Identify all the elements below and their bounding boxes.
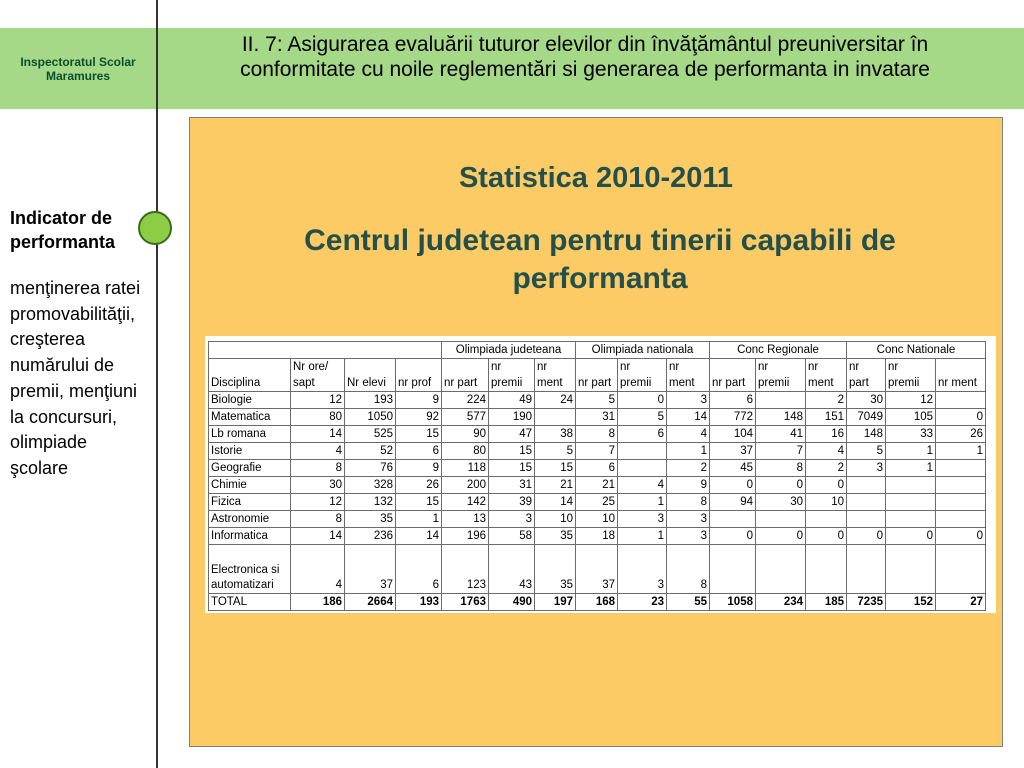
vertical-divider <box>156 0 158 768</box>
value-cell: 76 <box>345 460 396 477</box>
value-cell <box>936 392 986 409</box>
value-cell: 15 <box>489 443 535 460</box>
value-cell: 10 <box>806 494 847 511</box>
value-cell: 30 <box>847 392 886 409</box>
value-cell: 6 <box>618 426 667 443</box>
value-cell: 1 <box>396 511 442 528</box>
value-cell: 43 <box>489 545 535 594</box>
column-header-cell <box>291 359 345 392</box>
value-cell: 0 <box>847 528 886 545</box>
value-cell: 3 <box>667 392 710 409</box>
column-header-cell <box>667 359 710 392</box>
value-cell: 4 <box>291 545 345 594</box>
column-header-cell <box>535 359 576 392</box>
value-cell: 37 <box>710 443 756 460</box>
organization-name: Inspectoratul Scolar Maramures <box>20 54 136 83</box>
value-cell <box>886 511 936 528</box>
value-cell: 1 <box>667 443 710 460</box>
value-cell <box>936 460 986 477</box>
value-cell: 14 <box>291 528 345 545</box>
value-cell <box>710 511 756 528</box>
indicator-heading: Indicator de performanta <box>10 208 116 252</box>
green-circle-bullet-icon <box>138 211 172 245</box>
total-label-cell: TOTAL <box>209 594 291 611</box>
value-cell: 80 <box>442 443 489 460</box>
value-cell: 1 <box>886 443 936 460</box>
column-header-cell <box>396 359 442 392</box>
value-cell: 1 <box>618 494 667 511</box>
value-cell: 49 <box>489 392 535 409</box>
column-header-label-line1: Nr ore/ <box>293 361 329 373</box>
value-cell: 5 <box>535 443 576 460</box>
value-cell: 0 <box>618 392 667 409</box>
value-cell: 0 <box>936 409 986 426</box>
value-cell: 0 <box>710 477 756 494</box>
discipline-cell: Fizica <box>209 494 291 511</box>
column-header-cell <box>345 359 396 392</box>
column-header-cell <box>756 359 806 392</box>
value-cell: 8 <box>291 460 345 477</box>
value-cell: 0 <box>806 528 847 545</box>
indicator-description: menţinerea ratei promovabilităţii, creşterea numărului de premii, menţiuni la concursuri, olimpiade şcolare <box>10 278 141 478</box>
group-header-cell: Olimpiada judeteana <box>442 342 576 359</box>
value-cell: 35 <box>535 545 576 594</box>
value-cell: 8 <box>667 545 710 594</box>
value-cell: 236 <box>345 528 396 545</box>
value-cell <box>806 511 847 528</box>
value-cell: 41 <box>756 426 806 443</box>
value-cell: 3 <box>489 511 535 528</box>
total-value-cell: 185 <box>806 594 847 611</box>
value-cell: 118 <box>442 460 489 477</box>
column-header-label-line2: premii <box>888 377 920 389</box>
value-cell: 25 <box>576 494 618 511</box>
total-value-cell: 193 <box>396 594 442 611</box>
value-cell: 31 <box>576 409 618 426</box>
column-header-cell <box>618 359 667 392</box>
total-value-cell: 490 <box>489 594 535 611</box>
value-cell: 4 <box>618 477 667 494</box>
centre-title: Centrul judetean pentru tinerii capabili de performanta <box>304 224 896 295</box>
table-row <box>209 443 986 460</box>
value-cell: 6 <box>576 460 618 477</box>
value-cell <box>847 545 886 594</box>
value-cell: 18 <box>576 528 618 545</box>
value-cell: 8 <box>291 511 345 528</box>
table-row <box>209 545 986 594</box>
value-cell: 92 <box>396 409 442 426</box>
value-cell: 21 <box>576 477 618 494</box>
discipline-cell: Geografie <box>209 460 291 477</box>
value-cell: 6 <box>396 545 442 594</box>
column-header-cell <box>489 359 535 392</box>
value-cell: 12 <box>886 392 936 409</box>
column-header-cell <box>710 359 756 392</box>
value-cell <box>886 545 936 594</box>
value-cell <box>847 477 886 494</box>
value-cell: 3 <box>667 528 710 545</box>
value-cell: 24 <box>535 392 576 409</box>
value-cell: 104 <box>710 426 756 443</box>
column-header-label-line2: premii <box>620 377 652 389</box>
value-cell: 4 <box>667 426 710 443</box>
column-header-label: Nr elevi <box>347 377 386 389</box>
column-header-label-line1: nr <box>808 361 819 373</box>
column-header-label-line2: sapt <box>293 377 315 389</box>
value-cell: 1 <box>886 460 936 477</box>
value-cell <box>847 494 886 511</box>
column-header-label-line2: part <box>849 377 869 389</box>
column-header-cell <box>936 359 986 392</box>
value-cell: 196 <box>442 528 489 545</box>
value-cell: 2 <box>806 392 847 409</box>
column-header-label-line1: nr <box>849 361 860 373</box>
value-cell: 8 <box>576 426 618 443</box>
table-row <box>209 460 986 477</box>
total-value-cell: 186 <box>291 594 345 611</box>
column-header-label-line2: ment <box>669 377 695 389</box>
column-header-label-line1: nr <box>491 361 502 373</box>
value-cell: 3 <box>667 511 710 528</box>
value-cell <box>936 477 986 494</box>
value-cell: 200 <box>442 477 489 494</box>
value-cell: 26 <box>936 426 986 443</box>
table-row <box>209 392 986 409</box>
value-cell: 1 <box>618 528 667 545</box>
value-cell: 105 <box>886 409 936 426</box>
group-header-row <box>209 342 986 359</box>
value-cell: 15 <box>489 460 535 477</box>
column-header-cell <box>806 359 847 392</box>
value-cell: 148 <box>847 426 886 443</box>
value-cell: 224 <box>442 392 489 409</box>
group-header-cell: Conc Nationale <box>847 342 986 359</box>
value-cell: 772 <box>710 409 756 426</box>
value-cell: 21 <box>535 477 576 494</box>
column-header-cell <box>442 359 489 392</box>
value-cell: 15 <box>396 494 442 511</box>
total-value-cell: 1763 <box>442 594 489 611</box>
value-cell: 14 <box>396 528 442 545</box>
value-cell: 94 <box>710 494 756 511</box>
value-cell: 10 <box>535 511 576 528</box>
table-row <box>209 477 986 494</box>
table-row <box>209 528 986 545</box>
value-cell <box>756 545 806 594</box>
value-cell: 123 <box>442 545 489 594</box>
value-cell: 37 <box>345 545 396 594</box>
value-cell: 0 <box>756 477 806 494</box>
total-value-cell: 27 <box>936 594 986 611</box>
group-header-cell: Olimpiada nationala <box>576 342 710 359</box>
total-value-cell: 197 <box>535 594 576 611</box>
column-header-label-line1: nr <box>888 361 899 373</box>
value-cell: 0 <box>710 528 756 545</box>
value-cell: 10 <box>576 511 618 528</box>
value-cell: 0 <box>806 477 847 494</box>
organization-logo <box>0 28 156 109</box>
value-cell: 58 <box>489 528 535 545</box>
value-cell: 52 <box>345 443 396 460</box>
value-cell: 2 <box>806 460 847 477</box>
value-cell <box>618 460 667 477</box>
value-cell: 8 <box>756 460 806 477</box>
total-row <box>209 594 986 611</box>
column-header-label-line2: premii <box>491 377 523 389</box>
value-cell: 26 <box>396 477 442 494</box>
column-header-row <box>209 359 986 392</box>
value-cell: 9 <box>667 477 710 494</box>
value-cell: 35 <box>345 511 396 528</box>
value-cell <box>886 494 936 511</box>
value-cell: 577 <box>442 409 489 426</box>
value-cell: 525 <box>345 426 396 443</box>
group-header-cell: Conc Regionale <box>710 342 847 359</box>
value-cell: 37 <box>576 545 618 594</box>
value-cell: 3 <box>618 545 667 594</box>
column-header-label-line1: nr <box>620 361 631 373</box>
discipline-cell: Istorie <box>209 443 291 460</box>
value-cell: 2 <box>667 460 710 477</box>
value-cell <box>756 511 806 528</box>
value-cell: 80 <box>291 409 345 426</box>
value-cell <box>936 494 986 511</box>
value-cell: 14 <box>291 426 345 443</box>
value-cell: 7 <box>756 443 806 460</box>
column-header-label-line2: premii <box>758 377 790 389</box>
value-cell: 142 <box>442 494 489 511</box>
value-cell: 7 <box>576 443 618 460</box>
page-title: II. 7: Asigurarea evaluării tuturor elevilor din învăţământul preuniversitar în conformitate cu noile reglementări si generarea de performanta in invatare <box>240 33 930 81</box>
value-cell <box>936 545 986 594</box>
value-cell: 90 <box>442 426 489 443</box>
value-cell: 9 <box>396 392 442 409</box>
table-row <box>209 511 986 528</box>
discipline-cell: Informatica <box>209 528 291 545</box>
value-cell: 16 <box>806 426 847 443</box>
value-cell: 15 <box>535 460 576 477</box>
value-cell <box>756 392 806 409</box>
value-cell: 31 <box>489 477 535 494</box>
column-header-label-line2: ment <box>808 377 834 389</box>
value-cell: 38 <box>535 426 576 443</box>
value-cell <box>710 545 756 594</box>
value-cell: 35 <box>535 528 576 545</box>
value-cell: 6 <box>710 392 756 409</box>
value-cell: 4 <box>806 443 847 460</box>
statistics-table-container <box>205 336 996 613</box>
total-value-cell: 234 <box>756 594 806 611</box>
value-cell: 3 <box>847 460 886 477</box>
statistics-title: Statistica 2010-2011 <box>458 162 734 194</box>
value-cell: 5 <box>576 392 618 409</box>
value-cell: 14 <box>535 494 576 511</box>
value-cell: 39 <box>489 494 535 511</box>
value-cell: 328 <box>345 477 396 494</box>
discipline-cell: Astronomie <box>209 511 291 528</box>
value-cell: 5 <box>847 443 886 460</box>
value-cell <box>886 477 936 494</box>
column-header-cell <box>886 359 936 392</box>
column-header-label: nr part <box>712 377 746 389</box>
discipline-cell: Electronica si automatizari <box>209 545 291 594</box>
value-cell: 6 <box>396 443 442 460</box>
column-header-label: nr part <box>578 377 612 389</box>
value-cell: 1 <box>936 443 986 460</box>
discipline-cell: Chimie <box>209 477 291 494</box>
value-cell: 12 <box>291 494 345 511</box>
column-header-label: nr ment <box>938 377 977 389</box>
discipline-cell: Matematica <box>209 409 291 426</box>
value-cell: 12 <box>291 392 345 409</box>
value-cell: 193 <box>345 392 396 409</box>
column-header-label-line1: nr <box>537 361 548 373</box>
value-cell: 47 <box>489 426 535 443</box>
value-cell: 45 <box>710 460 756 477</box>
column-header-label: Disciplina <box>211 377 261 389</box>
value-cell <box>847 511 886 528</box>
column-header-cell <box>209 359 291 392</box>
table-row <box>209 409 986 426</box>
table-row <box>209 426 986 443</box>
value-cell: 5 <box>618 409 667 426</box>
value-cell: 14 <box>667 409 710 426</box>
value-cell <box>936 511 986 528</box>
column-header-label-line1: nr <box>758 361 769 373</box>
total-value-cell: 152 <box>886 594 936 611</box>
statistics-table <box>208 341 986 611</box>
column-header-label: nr prof <box>398 377 432 389</box>
total-value-cell: 1058 <box>710 594 756 611</box>
column-header-label-line1: nr <box>669 361 680 373</box>
value-cell: 132 <box>345 494 396 511</box>
value-cell: 7049 <box>847 409 886 426</box>
table-row <box>209 494 986 511</box>
total-value-cell: 168 <box>576 594 618 611</box>
value-cell: 4 <box>291 443 345 460</box>
column-header-cell <box>576 359 618 392</box>
discipline-cell: Biologie <box>209 392 291 409</box>
value-cell: 0 <box>936 528 986 545</box>
value-cell: 9 <box>396 460 442 477</box>
value-cell <box>535 409 576 426</box>
value-cell <box>618 443 667 460</box>
value-cell: 190 <box>489 409 535 426</box>
total-value-cell: 55 <box>667 594 710 611</box>
value-cell: 0 <box>756 528 806 545</box>
column-header-label-line2: ment <box>537 377 563 389</box>
column-header-cell <box>847 359 886 392</box>
column-header-label: nr part <box>444 377 478 389</box>
total-value-cell: 2664 <box>345 594 396 611</box>
value-cell: 0 <box>886 528 936 545</box>
total-value-cell: 7235 <box>847 594 886 611</box>
blank-header-cell <box>209 342 442 359</box>
value-cell: 8 <box>667 494 710 511</box>
discipline-cell: Lb romana <box>209 426 291 443</box>
value-cell <box>806 545 847 594</box>
value-cell: 151 <box>806 409 847 426</box>
value-cell: 13 <box>442 511 489 528</box>
value-cell: 1050 <box>345 409 396 426</box>
total-value-cell: 23 <box>618 594 667 611</box>
value-cell: 3 <box>618 511 667 528</box>
value-cell: 148 <box>756 409 806 426</box>
value-cell: 33 <box>886 426 936 443</box>
value-cell: 30 <box>756 494 806 511</box>
value-cell: 15 <box>396 426 442 443</box>
value-cell: 30 <box>291 477 345 494</box>
